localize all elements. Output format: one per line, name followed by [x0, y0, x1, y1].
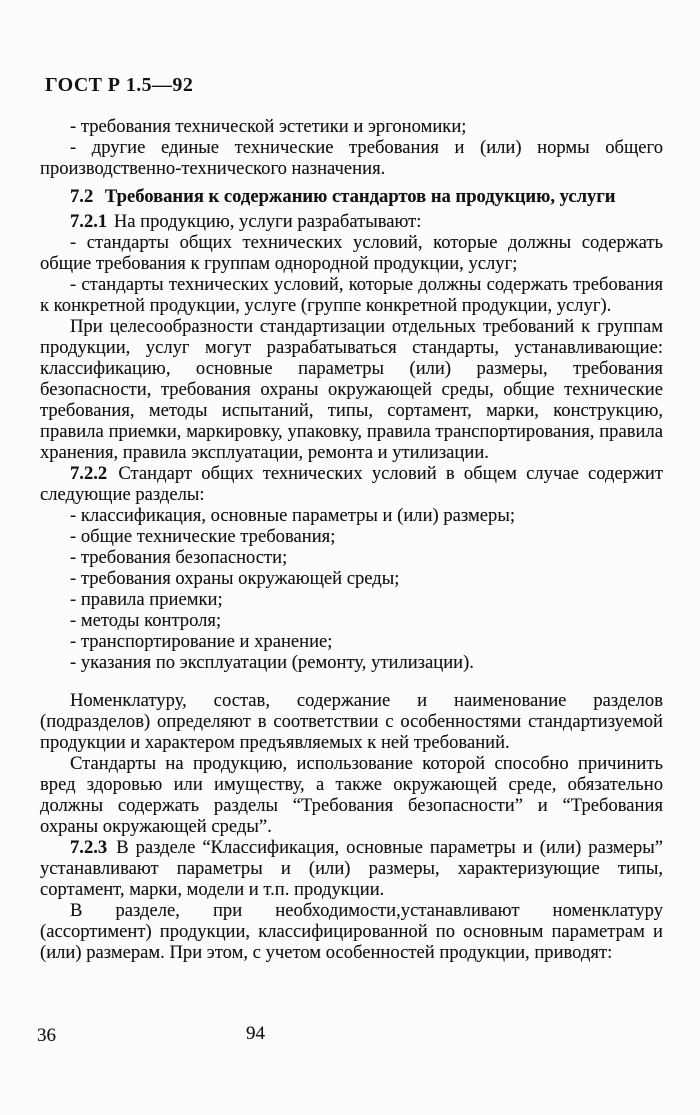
paragraph-text: - правила приемки; [70, 589, 223, 610]
paragraph [40, 900, 663, 963]
paragraph [40, 137, 663, 179]
paragraph-text: - стандарты технических условий, которые должны содержать требования к конкретной продукции, услуге (группе конкретной продукции, услуг). [40, 274, 663, 316]
paragraph [40, 652, 663, 673]
paragraph-text: Стандарты на продукцию, использование которой способно причинить вред здоровью или имуществу, а также окружающей среде, обязательно должны содержать разделы “Требования безопасности” и “Требования охраны окружающей среды”. [40, 753, 663, 837]
paragraph-text: - общие технические требования; [70, 526, 336, 547]
paragraph-text: В разделе “Классификация, основные параметры и (или) размеры” устанавливают параметры и (или) размеры, характеризующие типы, сортамент, марки, модели и т.п. продукции. [40, 837, 663, 900]
document-body [40, 116, 663, 963]
paragraph-text: - требования технической эстетики и эргономики; [70, 116, 467, 137]
page-number: 36 [37, 1025, 56, 1046]
paragraph [40, 463, 663, 505]
paragraph [40, 316, 663, 463]
paragraph [40, 568, 663, 589]
clause-number: 7.2.2 [70, 463, 108, 484]
paragraph [40, 589, 663, 610]
paragraph [40, 547, 663, 568]
paragraph [40, 211, 663, 232]
paragraph-text: - указания по эксплуатации (ремонту, утилизации). [70, 652, 474, 673]
clause-number: 7.2.3 [70, 837, 108, 858]
paragraph-text: - классификация, основные параметры и (или) размеры; [70, 505, 515, 526]
standard-number-header: ГОСТ Р 1.5—92 [45, 74, 194, 96]
clause-number: 7.2 [70, 186, 94, 207]
paragraph-text: - методы контроля; [70, 610, 222, 631]
paragraph-text: - другие единые технические требования и (или) нормы общего производственно-технического назначения. [40, 137, 663, 179]
book-page-number: 94 [246, 1023, 265, 1044]
paragraph-text: Номенклатуру, состав, содержание и наименование разделов (подразделов) определяют в соответствии с особенностями стандартизуемой продукции и характером предъявляемых к ней требований. [40, 690, 663, 753]
paragraph [40, 232, 663, 274]
paragraph-text: Требования к содержанию стандартов на продукцию, услуги [104, 186, 616, 207]
paragraph-text: - транспортирование и хранение; [70, 631, 333, 652]
paragraph [40, 610, 663, 631]
paragraph [40, 274, 663, 316]
paragraph [40, 753, 663, 837]
paragraph [40, 116, 663, 137]
paragraph [40, 837, 663, 900]
paragraph-text: - требования охраны окружающей среды; [70, 568, 400, 589]
paragraph [40, 526, 663, 547]
section-heading [40, 186, 663, 207]
paragraph-text: На продукцию, услуги разрабатывают: [113, 211, 422, 232]
paragraph-text: При целесообразности стандартизации отдельных требований к группам продукции, услуг могут разрабатываться стандарты, устанавливающие: классификацию, основные параметры (или) размеры, требования безопасности, требования охраны окружающей среды, общие технические требования, методы испытаний, типы, сортамент, марки, конструкцию, правила приемки, маркировку, упаковку, правила транспортирования, правила хранения, правила эксплуатации, ремонта и утилизации. [40, 316, 663, 463]
clause-number: 7.2.1 [70, 211, 108, 232]
paragraph-text: - требования безопасности; [70, 547, 288, 568]
paragraph [40, 631, 663, 652]
paragraph-text: Стандарт общих технических условий в общем случае содержит следующие разделы: [40, 463, 663, 505]
paragraph-text: - стандарты общих технических условий, которые должны содержать общие требования к группам однородной продукции, услуг; [40, 232, 663, 274]
paragraph-text: В разделе, при необходимости,устанавливают номенклатуру (ассортимент) продукции, классифицированной по основным параметрам и (или) размерам. При этом, с учетом особенностей продукции, приводят: [40, 900, 663, 963]
paragraph [40, 690, 663, 753]
paragraph [40, 505, 663, 526]
